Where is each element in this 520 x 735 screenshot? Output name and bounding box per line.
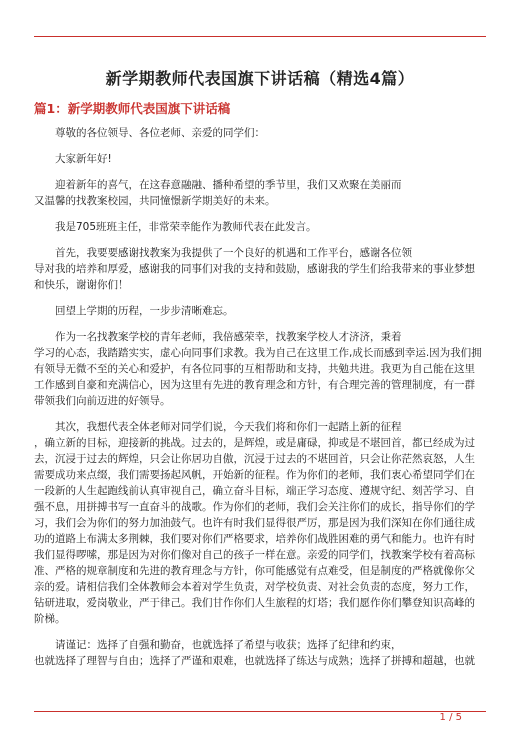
paragraph bbox=[34, 419, 486, 627]
paragraph-line: 工作感到自豪和充满信心，因为这里有先进的教育理念和方针，有合理完善的管理制度，有一群 bbox=[34, 379, 475, 391]
paragraph bbox=[34, 329, 486, 409]
paragraph-line: 请谨记：选择了自强和勤奋，也就选择了希望与收获；选择了纪律和约束， bbox=[55, 639, 402, 651]
paragraph-line: 和快乐，谢谢你们！ bbox=[34, 279, 129, 291]
paragraph-line: 钻研进取，爱岗敬业，严于律己。我们甘作你们人生旅程的灯塔；我们愿作你们攀登知识高峰的 bbox=[34, 597, 475, 609]
paragraph-line: 阶梯。 bbox=[34, 613, 66, 625]
paragraph-line: 作为一名找教案学校的青年老师，我倍感荣幸，找教案学校人才济济，秉着 bbox=[55, 331, 402, 343]
section-heading: 篇1：新学期教师代表国旗下讲话稿 bbox=[34, 101, 231, 116]
paragraph-line: 学习的心态，我踏踏实实，虚心向同事们求教。我为自己在这里工作,成长而感到幸运.因为我们拥 bbox=[34, 347, 482, 359]
paragraph bbox=[34, 125, 486, 141]
paragraph-line: 习，我们会为你们的努力加油鼓气。也许有时我们显得很严厉，那是因为我们深知在你们通往成 bbox=[34, 517, 475, 529]
paragraph-line: 有领导无微不至的关心和爱护，有各位同事的互相帮助和支持，共勉共进。我更为自己能在这里 bbox=[34, 363, 475, 375]
paragraph-line: 大家新年好! bbox=[55, 153, 112, 165]
paragraph-line: 也就选择了理智与自由；选择了严谨和艰难，也就选择了练达与成熟；选择了拼搏和超越，也就 bbox=[34, 655, 475, 667]
paragraph-line: 其次，我想代表全体老师对同学们说，今天我们将和你们一起踏上新的征程 bbox=[55, 421, 402, 433]
paragraph bbox=[34, 245, 486, 293]
page-indicator: 1 / 5 bbox=[439, 712, 462, 723]
paragraph bbox=[34, 637, 486, 669]
paragraph-line: 带领我们向前迈进的好领导。 bbox=[34, 395, 171, 407]
paragraph bbox=[34, 303, 486, 319]
paragraph-line: 导对我的培养和厚爱，感谢我的同事们对我的支持和鼓励，感谢我的学生们给我带来的事业梦想 bbox=[34, 263, 475, 275]
paragraph bbox=[34, 151, 486, 167]
paragraph-line: 一段新的人生起跑线前认真审视自己，确立奋斗目标，端正学习态度、遵规守纪、刻苦学习、自 bbox=[34, 485, 475, 497]
paragraph-line: 尊敬的各位领导、各位老师、亲爱的同学们： bbox=[55, 127, 265, 139]
paragraph-line: 需要成功来点缀，我们需要扬起风帆，开始新的征程。作为你们的老师，我们衷心希望同学们在 bbox=[34, 469, 475, 481]
paragraph-line: 去，沉浸于过去的辉煌，只会让你居功自傲，沉浸于过去的不堪回首，只会让你茫然哀怒，人生 bbox=[34, 453, 475, 465]
paragraph-line: 迎着新年的喜气，在这春意融融、播种希望的季节里，我们又欢聚在美丽而 bbox=[55, 179, 402, 191]
paragraph-line: ，确立新的目标，迎接新的挑战。过去的，是辉煌，或是庸碌，抑或是不堪回首，都已经成为过 bbox=[34, 437, 475, 449]
header-rule bbox=[34, 36, 486, 37]
document-body bbox=[34, 125, 486, 679]
paragraph bbox=[34, 177, 486, 209]
paragraph-line: 准、严格的规章制度和先进的教育理念与方针，你可能感觉有点难受，但是制度的严格就像你父 bbox=[34, 565, 475, 577]
document-title: 新学期教师代表国旗下讲话稿（精选4篇） bbox=[105, 69, 415, 88]
paragraph bbox=[34, 219, 486, 235]
paragraph-line: 回望上学期的历程，一步步清晰难忘。 bbox=[55, 305, 234, 317]
footer-rule bbox=[34, 711, 486, 712]
paragraph-line: 我们显得啰嗦，那是因为对你们像对自己的孩子一样在意。亲爱的同学们，找教案学校有着高标 bbox=[34, 549, 475, 561]
paragraph-line: 首先，我要要感谢找教案为我提供了一个良好的机遇和工作平台，感谢各位领 bbox=[55, 247, 412, 259]
paragraph-line: 亲的爱。请相信我们全体教师会本着对学生负责，对学校负责、对社会负责的态度，努力工作， bbox=[34, 581, 475, 593]
paragraph-line: 强不息，用拼搏书写一直奋斗的战歌。作为你们的老师，我们会关注你们的成长，指导你们的学 bbox=[34, 501, 475, 513]
paragraph-line: 功的道路上布满太多荆棘，我们要对你们严格要求，培养你们战胜困难的勇气和能力。也许有时 bbox=[34, 533, 475, 545]
paragraph-line: 又温馨的找教案校园，共同憧憬新学期美好的未来。 bbox=[34, 195, 276, 207]
paragraph-line: 我是705班班主任，非常荣幸能作为教师代表在此发言。 bbox=[55, 221, 317, 233]
